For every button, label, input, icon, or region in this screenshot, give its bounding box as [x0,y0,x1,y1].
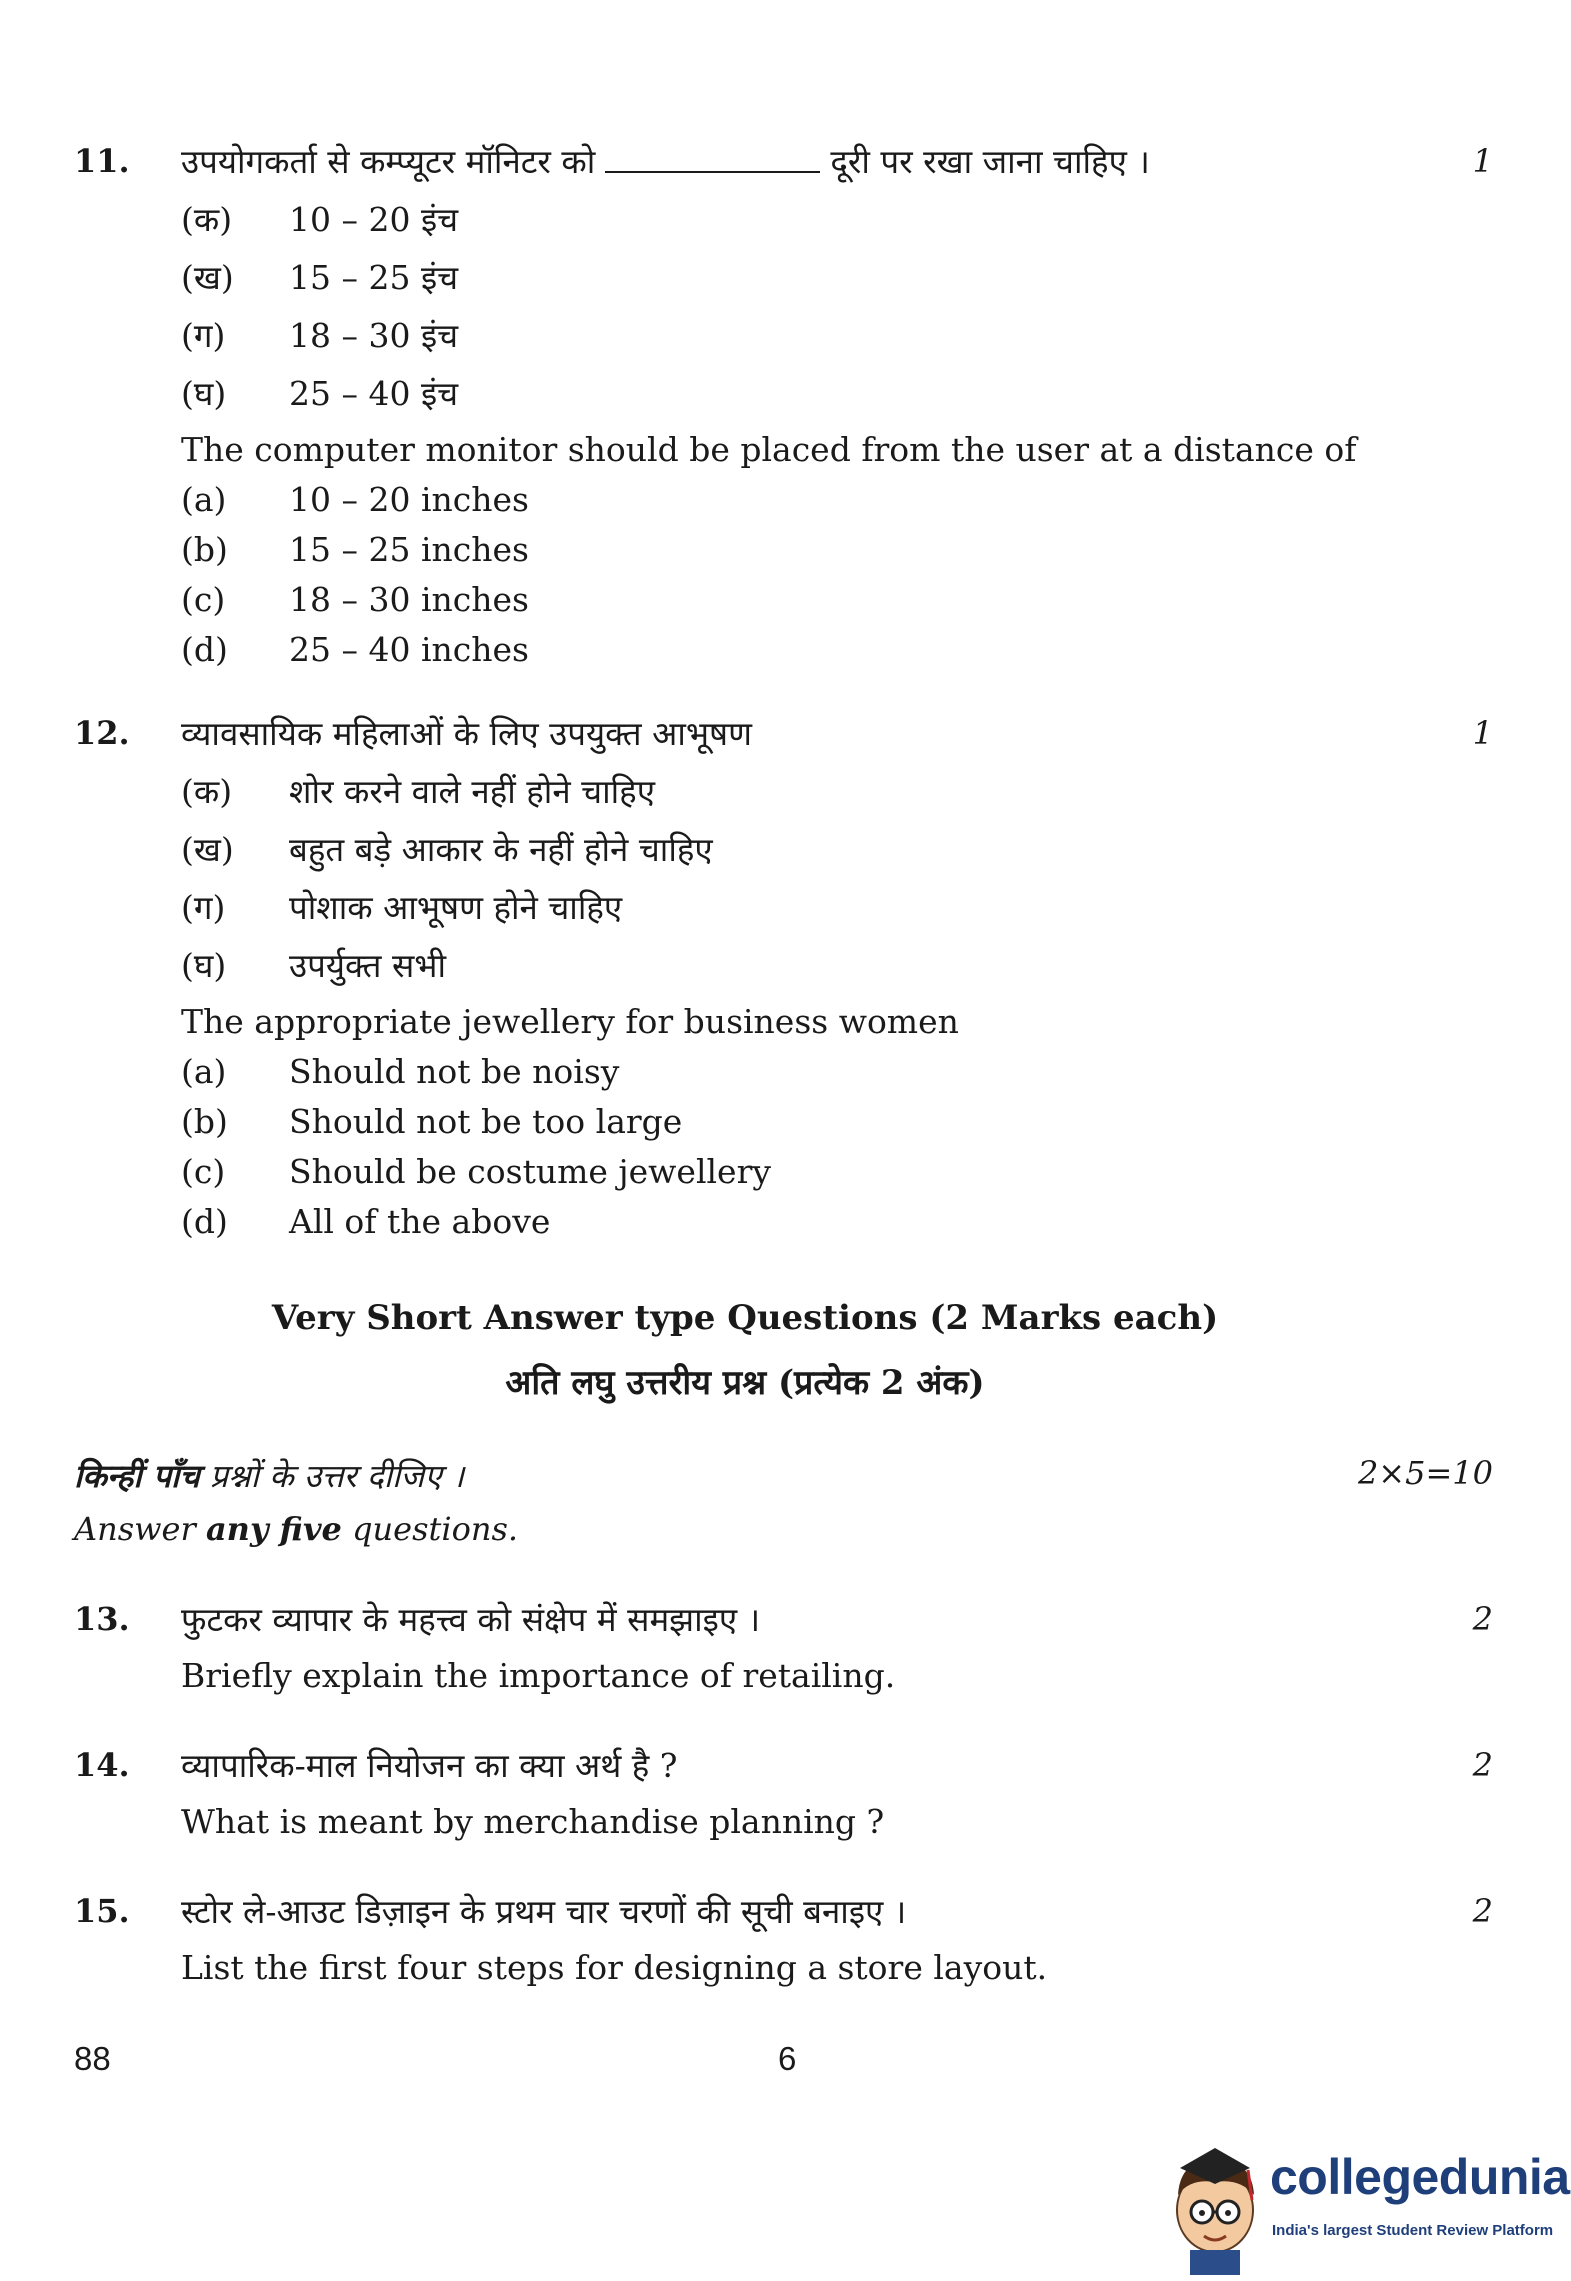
question-text-hindi: व्यापारिक-माल नियोजन का क्या अर्थ है ? [181,1746,678,1785]
question-number: 15. [74,1892,130,1930]
paper-code: 88 [74,2040,111,2077]
instruction-text: questions. [341,1510,519,1548]
question-text-english: The appropriate jewellery for business women [181,1002,959,1041]
option-text: Should be costume jewellery [289,1152,771,1191]
page-number: 6 [778,2040,797,2077]
logo-tagline: India's largest Student Review Platform [1272,2222,1554,2239]
option-text: शोर करने वाले नहीं होने चाहिए [289,772,655,811]
option-text: All of the above [289,1202,551,1241]
option-label: (ख) [181,830,234,869]
fill-blank [605,143,820,173]
instruction-emphasis: any five [205,1510,342,1548]
question-text-english: Briefly explain the importance of retailing. [181,1656,896,1695]
option-text: 25 – 40 इंच [289,374,459,413]
option-text: 18 – 30 inches [289,580,529,619]
option-text: 18 – 30 इंच [289,316,459,355]
question-text-hindi: व्यावसायिक महिलाओं के लिए उपयुक्त आभूषण [181,714,752,753]
question-number: 14. [74,1746,130,1784]
option-label: (a) [181,480,227,519]
option-label: (d) [181,1202,228,1241]
question-marks: 1 [1472,142,1493,180]
question-number: 13. [74,1600,130,1638]
question-marks: 2 [1472,1600,1493,1638]
question-marks: 2 [1472,1746,1493,1784]
option-label: (b) [181,1102,228,1141]
option-label: (b) [181,530,228,569]
option-label: (c) [181,1152,226,1191]
logo-wordmark: collegedunia [1270,2149,1570,2205]
option-hindi [181,768,655,813]
option-hindi [181,942,446,987]
option-text: बहुत बड़े आकार के नहीं होने चाहिए [289,830,713,869]
option-label: (d) [181,630,228,669]
question-text-hindi [181,138,1150,183]
option-label: (ग) [181,888,226,927]
question-text-hindi: स्टोर ले-आउट डिज़ाइन के प्रथम चार चरणों की सूची बनाइए । [181,1892,907,1931]
instruction-marks: 2×5=10 [1357,1454,1493,1492]
option-hindi [181,254,458,299]
question-text-english: What is meant by merchandise planning ? [181,1802,885,1841]
option-text: 10 – 20 inches [289,480,529,519]
instruction-hindi [74,1454,464,1497]
option-text: पोशाक आभूषण होने चाहिए [289,888,623,927]
option-english [181,1102,682,1141]
option-label: (ख) [181,258,234,297]
option-hindi [181,826,713,871]
option-text: Should not be noisy [289,1052,620,1091]
section-title-english: Very Short Answer type Questions (2 Marks each) [271,1298,1219,1338]
question-text-hindi: फुटकर व्यापार के महत्त्व को संक्षेप में समझाइए । [181,1600,761,1639]
option-text: Should not be too large [289,1102,683,1141]
option-label: (a) [181,1052,227,1091]
question-marks: 1 [1472,714,1493,752]
option-english [181,630,529,669]
instruction-text: प्रश्नों के उत्तर दीजिए । [199,1457,465,1495]
option-hindi [181,312,458,357]
option-english [181,580,529,619]
option-hindi [181,884,622,929]
instruction-english [74,1510,518,1548]
question-number: 11. [74,142,130,180]
instruction-text: Answer [74,1510,206,1548]
question-text-english: The computer monitor should be placed from the user at a distance of [181,430,1357,469]
instruction-emphasis: किन्हीं पाँच [74,1457,200,1495]
option-english [181,530,529,569]
question-marks: 2 [1472,1892,1493,1930]
option-text: 15 – 25 inches [289,530,529,569]
option-text: उपर्युक्त सभी [289,946,447,985]
question-text-part: दूरी पर रखा जाना चाहिए । [830,142,1150,181]
option-label: (क) [181,772,233,811]
option-english [181,480,529,519]
question-text-part: उपयोगकर्ता से कम्प्यूटर मॉनिटर को [181,142,596,181]
option-label: (घ) [181,946,227,985]
option-text: 25 – 40 inches [289,630,529,669]
option-label: (घ) [181,374,227,413]
option-hindi [181,196,458,241]
option-english [181,1052,619,1091]
option-label: (ग) [181,316,226,355]
question-number: 12. [74,714,130,752]
option-hindi [181,370,458,415]
option-english [181,1202,550,1241]
option-label: (c) [181,580,226,619]
option-english [181,1152,771,1191]
option-label: (क) [181,200,233,239]
option-text: 15 – 25 इंच [289,258,459,297]
section-title-hindi: अति लघु उत्तरीय प्रश्न (प्रत्येक 2 अंक) [505,1363,985,1403]
option-text: 10 – 20 इंच [289,200,459,239]
question-text-english: List the first four steps for designing a store layout. [181,1948,1048,1987]
